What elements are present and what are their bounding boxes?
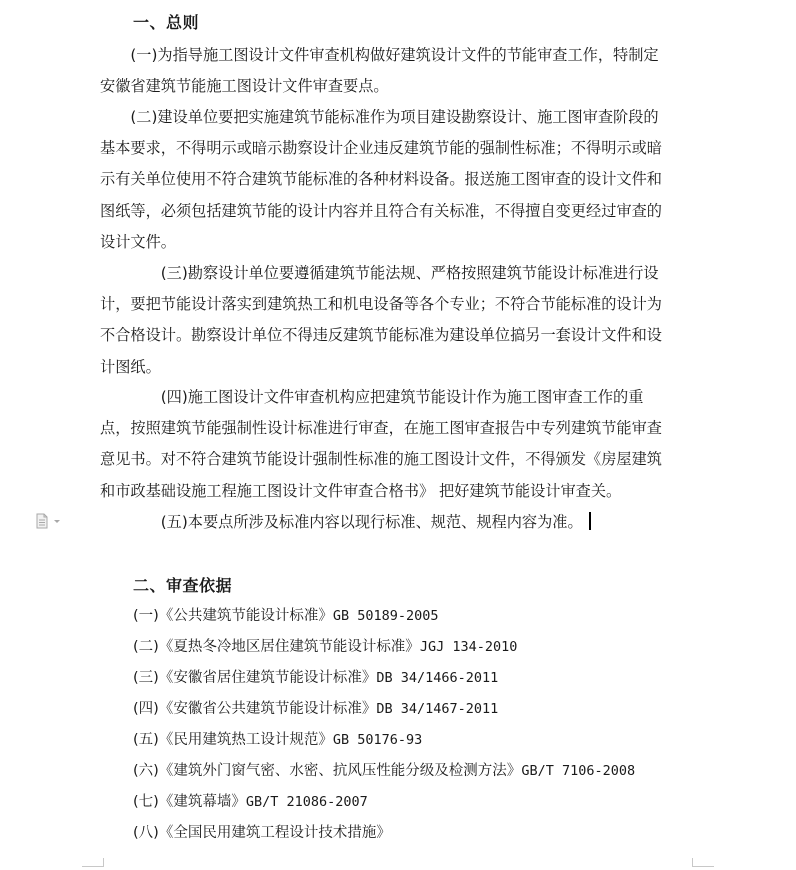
ref-title: (八)《全国民用建筑工程设计技术措施》	[133, 825, 391, 841]
paragraph-2[interactable]	[100, 102, 692, 258]
ref-title: (四)《安徽省公共建筑节能设计标准》	[133, 701, 377, 717]
list-item[interactable]	[133, 819, 635, 850]
list-item[interactable]	[133, 633, 635, 664]
text-line: 基本要求，不得明示或暗示勘察设计企业违反建筑节能的强制性标准；不得明示或暗	[100, 139, 662, 158]
ref-code: GB/T 21086-2007	[245, 794, 368, 810]
ref-code: GB/T 7106-2008	[521, 763, 636, 779]
paragraph-5[interactable]	[100, 507, 692, 538]
list-item[interactable]	[133, 788, 635, 819]
page-corner-mark	[82, 866, 104, 867]
text-line: 计，要把节能设计落实到建筑热工和机电设备等各个专业；不符合节能标准的设计为	[100, 295, 662, 314]
text-line: 和市政基础设施工程施工图设计文件审查合格书》 把好建筑节能设计审查关。	[100, 481, 622, 500]
reference-list	[133, 602, 635, 850]
ref-title: (五)《民用建筑热工设计规范》	[133, 732, 333, 748]
list-item[interactable]	[133, 757, 635, 788]
text-line: 意见书。对不符合建筑节能设计强制性标准的施工图设计文件，不得颁发《房屋建筑	[100, 450, 662, 469]
text-line: (五)本要点所涉及标准内容以现行标准、规范、规程内容为准。	[100, 507, 692, 538]
paragraph-4[interactable]	[100, 382, 692, 507]
page-corner-mark	[103, 858, 104, 867]
ref-code: DB 34/1467-2011	[376, 701, 499, 717]
section-heading-basis: 二、审查依据	[133, 576, 233, 595]
paragraph-1[interactable]	[100, 40, 692, 102]
text-line: 计图纸。	[100, 357, 161, 376]
ref-title: (六)《建筑外门窗气密、水密、抗风压性能分级及检测方法》	[133, 763, 522, 779]
text-line: (四)施工图设计文件审查机构应把建筑节能设计作为施工图审查工作的重	[100, 388, 644, 406]
text-line: 图纸等，必须包括建筑节能的设计内容并且符合有关标准，不得擅自变更经过审查的	[100, 201, 662, 220]
ref-code: DB 34/1466-2011	[376, 670, 499, 686]
ref-title: (三)《安徽省居住建筑节能设计标准》	[133, 670, 377, 686]
document-icon[interactable]	[35, 513, 63, 529]
text-line: (二)建设单位要把实施建筑节能标准作为项目建设勘察设计、施工图审查阶段的	[100, 108, 659, 126]
list-item[interactable]	[133, 695, 635, 726]
text-line: 示有关单位使用不符合建筑节能标准的各种材料设备。报送施工图审查的设计文件和	[100, 170, 662, 189]
text-line: 点，按照建筑节能强制性设计标准进行审查，在施工图审查报告中专列建筑节能审查	[100, 419, 662, 438]
paragraph-3[interactable]	[100, 258, 692, 383]
text-line: 安徽省建筑节能施工图设计文件审查要点。	[100, 77, 389, 96]
ref-code: JGJ 134-2010	[419, 639, 518, 655]
ref-code: GB 50189-2005	[332, 608, 439, 624]
text-cursor	[589, 512, 591, 530]
text-line: 设计文件。	[100, 232, 176, 251]
ref-code: GB 50176-93	[332, 732, 423, 748]
page-corner-mark	[692, 858, 693, 867]
page-corner-mark	[692, 866, 714, 867]
list-item[interactable]	[133, 726, 635, 757]
ref-title: (七)《建筑幕墙》	[133, 794, 246, 810]
text-line: 不合格设计。勘察设计单位不得违反建筑节能标准为建设单位搞另一套设计文件和设	[100, 326, 662, 345]
text-line: (三)勘察设计单位要遵循建筑节能法规、严格按照建筑节能设计标准进行设	[100, 264, 659, 282]
list-item[interactable]	[133, 664, 635, 695]
list-item[interactable]	[133, 602, 635, 633]
section-heading-general: 一、总则	[133, 13, 200, 32]
text-line: (一)为指导施工图设计文件审查机构做好建筑设计文件的节能审查工作，特制定	[100, 46, 659, 64]
ref-title: (一)《公共建筑节能设计标准》	[133, 608, 333, 624]
ref-title: (二)《夏热冬冷地区居住建筑节能设计标准》	[133, 639, 420, 655]
